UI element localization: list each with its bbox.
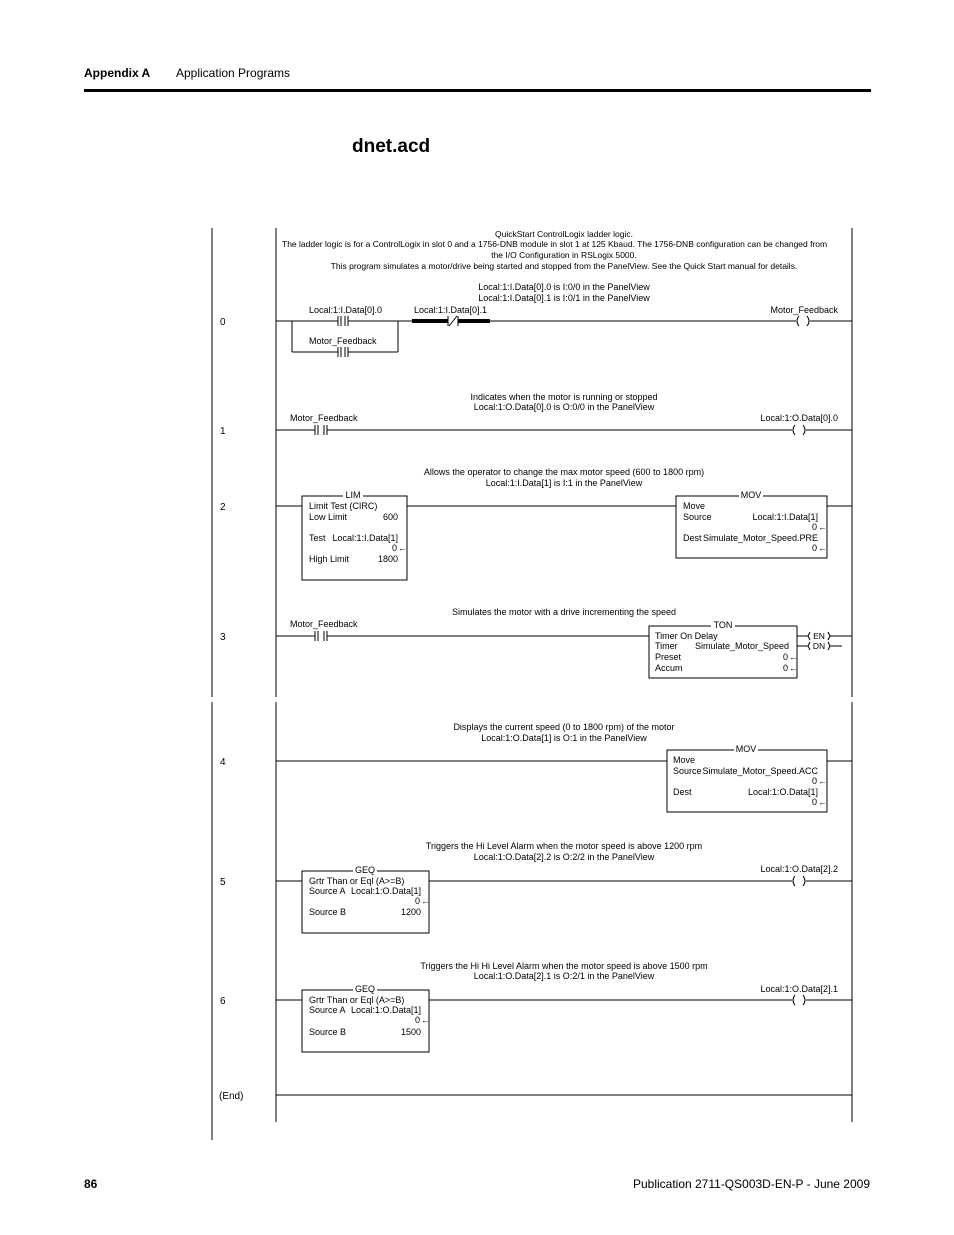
ton-preset-value: 0 (782, 652, 788, 662)
mov-r4-source-value: 0 (811, 776, 817, 786)
geq-r6-mnemonic: GEQ (354, 984, 376, 994)
rung-3-comment: Simulates the motor with a drive incrementing the speed (451, 607, 677, 617)
rung-4-comment-1: Displays the current speed (0 to 1800 rpm) of the motor (453, 722, 675, 732)
geq-r6-name: Grtr Than or Eql (A>=B) (309, 995, 405, 1005)
lim-high-value: 1800 (377, 554, 398, 564)
ton-preset-arrow: ← (789, 652, 798, 662)
rung-1-comment-1: Indicates when the motor is running or stopped (470, 392, 658, 402)
rung-1-xic-tag: Motor_Feedback (290, 413, 358, 423)
geq-r6-a-value: 0 (414, 1015, 420, 1025)
mov-r2-dest-tag: Simulate_Motor_Speed.PRE (702, 533, 818, 543)
geq-r6-b-label: Source B (309, 1027, 347, 1037)
rung-0-comment-1: Local:1:I.Data[0].0 is I:0/0 in the PanelView (478, 282, 650, 292)
header-title: Application Programs (176, 66, 291, 80)
intro-line-2: The ladder logic is for a ControlLogix in slot 0 and a 1756-DNB module in slot 1 at 125 Kbaud. The 1756-DNB configuration can be changed from (282, 239, 828, 249)
rung-5-comment-1: Triggers the Hi Level Alarm when the motor speed is above 1200 rpm (425, 841, 703, 851)
lim-test-label: Test (309, 533, 326, 543)
rung-4-comment-2: Local:1:O.Data[1] is O:1 in the PanelView (481, 733, 647, 743)
ton-timer-tag: Simulate_Motor_Speed (694, 641, 789, 651)
rung-6-comment-2: Local:1:O.Data[2].1 is O:2/1 in the PanelView (473, 971, 655, 981)
mov-r2-name: Move (683, 501, 706, 511)
coil-r5 (793, 876, 805, 886)
geq-r6-a-tag: Local:1:O.Data[1] (350, 1005, 421, 1015)
lim-name: Limit Test (CIRC) (309, 501, 378, 511)
ton-name: Timer On Delay (655, 631, 718, 641)
intro-line-4: This program simulates a motor/drive being started and stopped from the PanelView. See the Quick Start manual for details. (330, 261, 798, 271)
rung-number-4: 4 (220, 757, 226, 768)
page-number: 86 (84, 1177, 98, 1191)
lim-test-tag: Local:1:I.Data[1] (332, 533, 398, 543)
rung-5-comment-2: Local:1:O.Data[2].2 is O:2/2 in the PanelView (473, 852, 655, 862)
geq-r5-b-value: 1200 (400, 907, 421, 917)
branch-contact-r0 (338, 347, 348, 357)
geq-r6-a-label: Source A (309, 1005, 346, 1015)
geq-r5-a-label: Source A (309, 886, 346, 896)
lim-test-value: 0 (391, 543, 397, 553)
end-label: (End) (219, 1091, 244, 1102)
geq-r5-name: Grtr Than or Eql (A>=B) (309, 876, 405, 886)
page-title: dnet.acd (352, 136, 431, 157)
rung-number-5: 5 (220, 877, 226, 888)
ton-accum-arrow: ← (789, 663, 798, 673)
mov-r2-dest-value: 0 (811, 543, 817, 553)
geq-r6-b-value: 1500 (400, 1027, 421, 1037)
rung-0-xio-tag: Local:1:I.Data[0].1 (414, 305, 488, 315)
mov-r2-mnemonic: MOV (740, 490, 762, 500)
mov-r4-dest-label: Dest (673, 787, 692, 797)
rung-6-comment-1: Triggers the Hi Hi Level Alarm when the motor speed is above 1500 rpm (420, 961, 708, 971)
rung-3-xic-tag: Motor_Feedback (290, 619, 358, 629)
mov-r4-dest-tag: Local:1:O.Data[1] (747, 787, 818, 797)
rung-0-xic-tag: Local:1:I.Data[0].0 (309, 305, 383, 315)
rung-0-coil-tag: Motor_Feedback (770, 305, 838, 315)
mov-r4-dest-value: 0 (811, 797, 817, 807)
energized-segment-right (458, 319, 490, 323)
ton-accum-label: Accum (655, 663, 683, 673)
intro-line-1: QuickStart ControlLogix ladder logic. (495, 229, 633, 239)
rung-0-comment-2: Local:1:I.Data[0].1 is I:0/1 in the PanelView (478, 293, 650, 303)
geq-r6-a-arrow: ← (421, 1015, 430, 1025)
mov-r4-mnemonic: MOV (735, 744, 757, 754)
rung-number-2: 2 (220, 502, 226, 513)
ton-timer-label: Timer (655, 641, 678, 651)
xic-contact-r0 (338, 316, 348, 326)
lim-low-label: Low Limit (309, 512, 348, 522)
rung-0-branch-tag: Motor_Feedback (309, 336, 377, 346)
ton-accum-value: 0 (782, 663, 788, 673)
mov-r2-source-arrow: ← (818, 522, 827, 532)
mov-r2-source-label: Source (683, 512, 712, 522)
mov-r4-source-tag: Simulate_Motor_Speed.ACC (702, 766, 818, 776)
energized-segment-left (412, 319, 448, 323)
rung-2-comment-2: Local:1:I.Data[1] is I:1 in the PanelView (485, 478, 643, 488)
intro-line-3: the I/O Configuration in RSLogix 5000. (491, 250, 637, 260)
lim-test-arrow: ← (398, 543, 407, 553)
rung-number-0: 0 (220, 317, 226, 328)
xic-contact-r3 (315, 631, 327, 641)
ton-preset-label: Preset (655, 652, 682, 662)
mov-r2-dest-arrow: ← (818, 543, 827, 553)
coil-r0 (797, 316, 809, 326)
mov-r4-dest-arrow: ← (818, 797, 827, 807)
ton-en-label: EN (813, 631, 825, 641)
rung-6-coil-tag: Local:1:O.Data[2].1 (760, 984, 838, 994)
lim-low-value: 600 (382, 512, 398, 522)
coil-r1 (793, 425, 805, 435)
xic-contact-r1 (315, 425, 327, 435)
rung-5-coil-tag: Local:1:O.Data[2].2 (760, 864, 838, 874)
rung-2-comment-1: Allows the operator to change the max motor speed (600 to 1800 rpm) (423, 467, 705, 477)
mov-r2-source-value: 0 (811, 522, 817, 532)
mov-r4-source-arrow: ← (818, 776, 827, 786)
rung-1-coil-tag: Local:1:O.Data[0].0 (760, 413, 838, 423)
lim-mnemonic: LIM (345, 490, 361, 500)
geq-r5-a-tag: Local:1:O.Data[1] (350, 886, 421, 896)
mov-r4-source-label: Source (673, 766, 702, 776)
mov-r4-name: Move (673, 755, 696, 765)
header-section: Appendix A (84, 66, 151, 80)
geq-r5-a-arrow: ← (421, 896, 430, 906)
ton-mnemonic: TON (713, 620, 733, 630)
rung-number-6: 6 (220, 996, 226, 1007)
rung-number-1: 1 (220, 426, 226, 437)
geq-r5-b-label: Source B (309, 907, 347, 917)
ton-dn-label: DN (812, 641, 826, 651)
mov-r2-source-tag: Local:1:I.Data[1] (752, 512, 818, 522)
lim-high-label: High Limit (309, 554, 350, 564)
rung-1-comment-2: Local:1:O.Data[0].0 is O:0/0 in the PanelView (473, 402, 655, 412)
rung-number-3: 3 (220, 632, 226, 643)
coil-r6 (793, 995, 805, 1005)
mov-r2-dest-label: Dest (683, 533, 702, 543)
xio-contact-r0 (448, 316, 458, 326)
geq-r5-mnemonic: GEQ (354, 865, 376, 875)
geq-r5-a-value: 0 (414, 896, 420, 906)
publication-info: Publication 2711-QS003D-EN-P - June 2009 (632, 1177, 870, 1191)
